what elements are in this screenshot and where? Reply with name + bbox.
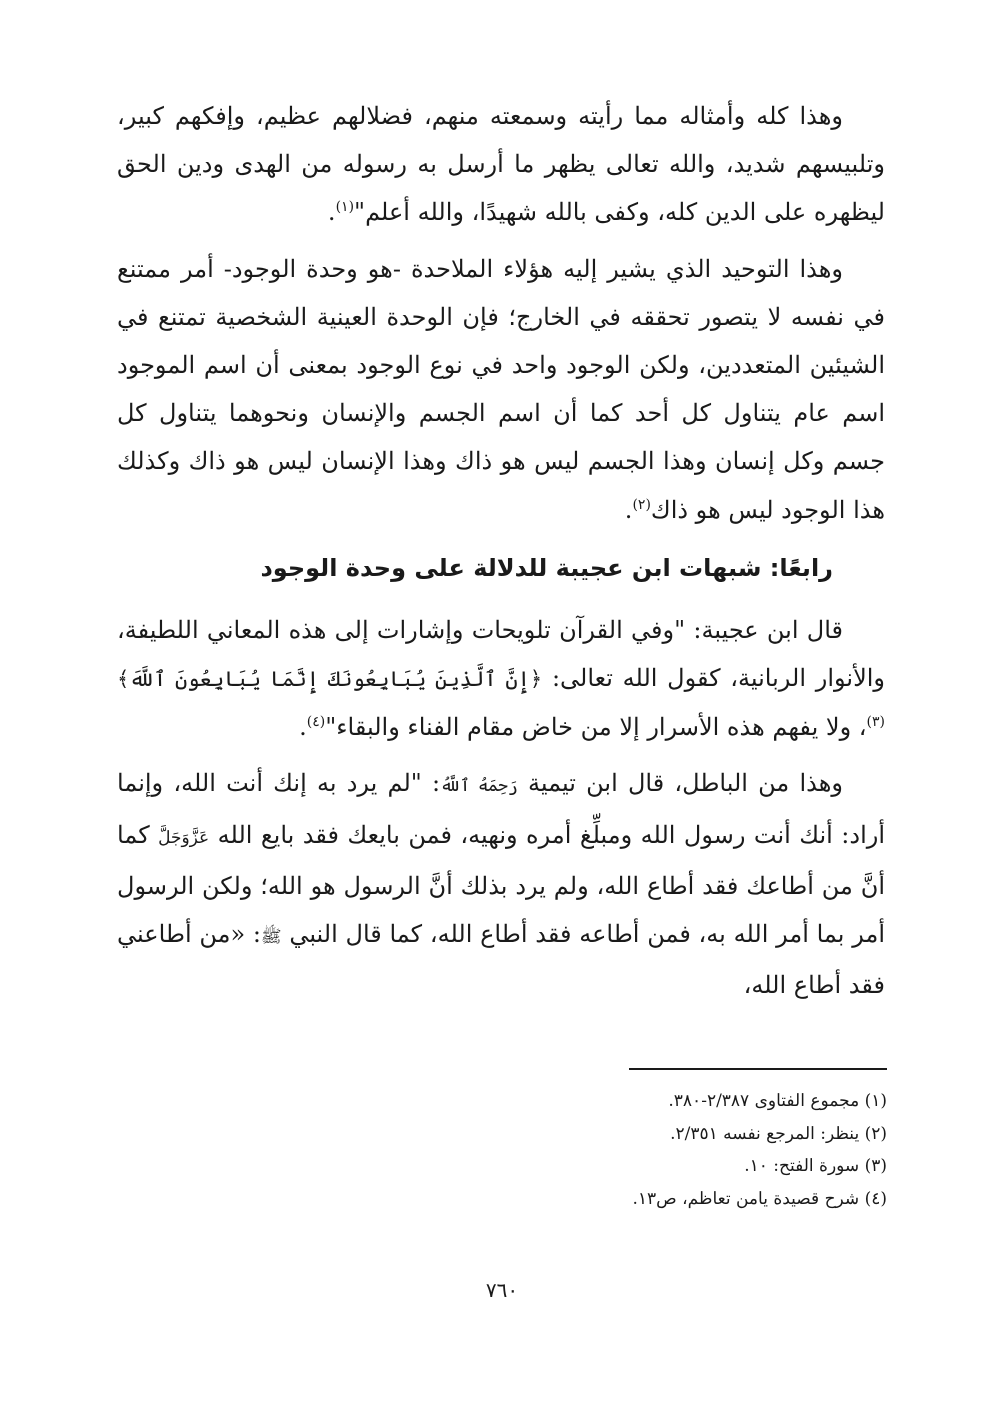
section-heading: رابعًا: شبهات ابن عجيبة للدلالة على وحدة الوجود xyxy=(260,553,833,582)
paragraph-2 xyxy=(117,245,885,534)
footnote-ref-2[interactable]: (٢) xyxy=(632,496,651,513)
main-text xyxy=(117,92,885,1017)
quran-verse: ﴿إِنَّ ٱلَّذِينَ يُبَايِعُونَكَ إِنَّمَا يُبَايِعُونَ ٱللَّهَ﴾ xyxy=(117,667,543,692)
paragraph-1-text: وهذا كله وأمثاله مما رأيته وسمعته منهم، فضلالهم عظيم، وإفكهم كبير، وتلبيسهم شديد، والله تعالى يظهر ما أرسل به رسوله من الهدى ودين الحق ليظهره على الدين كله، وكفى بالله شهيدًا، والله أعلم" xyxy=(117,102,885,227)
paragraph-4-text-c: كما أنَّ من أطاعك فقد أطاع الله، ولم يرد بذلك أنَّ الرسول هو الله؛ ولكن الرسول أمر بما أمر الله به، فمن أطاعه فقد أطاع الله، كما قال النبي xyxy=(117,820,885,949)
honorific-salawat: ﷺ xyxy=(261,927,282,948)
paragraph-2-text: وهذا التوحيد الذي يشير إليه هؤلاء الملاحدة -هو وحدة الوجود- أمر ممتنع في نفسه لا يتصور تحققه في الخارج؛ فإن الوحدة العينية الشخصية تمتنع في الشيئين المتعددين، ولكن الوجود واحد في نوع الوجود بمعنى أن اسم الموجود اسم عام يتناول كل أحد كما أن اسم الجسم والإنسان ونحوهما يتناول كل جسم وكل إنسان وهذا الجسم ليس هو ذاك وهذا الإنسان ليس هو ذاك وكذلك هذا الوجود ليس هو ذاك xyxy=(117,254,885,524)
paragraph-3 xyxy=(117,606,885,752)
paragraph-2-end: . xyxy=(624,495,633,524)
footnote-2: (٢) ينظر: المرجع نفسه ٢/٣٥١. xyxy=(670,1123,887,1144)
footnotes xyxy=(287,1085,887,1215)
footnote-4: (٤) شرح قصيدة يامن تعاظم، ص١٣. xyxy=(632,1188,887,1209)
paragraph-3-text-b: ، ولا يفهم هذه الأسرار إلا من خاض مقام الفناء والبقاء" xyxy=(325,713,867,742)
footnote-3: (٣) سورة الفتح: ١٠. xyxy=(744,1156,887,1176)
paragraph-3-text-a: قال ابن عجيبة: "وفي القرآن تلويحات وإشارات إلى هذه المعاني اللطيفة، والأنوار الربانية، كقول الله تعالى: xyxy=(117,615,886,693)
paragraph-4-text-a: وهذا من الباطل، قال ابن تيمية xyxy=(517,769,843,798)
paragraph-3-end: . xyxy=(299,713,307,742)
page-number: ٧٦٠ xyxy=(485,1278,519,1302)
paragraph-4 xyxy=(117,759,885,1009)
paragraph-1 xyxy=(117,92,885,237)
paragraph-1-end: . xyxy=(327,198,336,227)
honorific-azza-wajal: عَزَّوَجَلَّ xyxy=(158,827,210,848)
footnote-ref-4[interactable]: (٤) xyxy=(306,714,326,731)
honorific-rahimahullah: رَحِمَهُ ٱللَّهُ xyxy=(440,776,518,797)
footnote-1: (١) مجموع الفتاوى ٢/٣٨٧-٣٨٠. xyxy=(668,1091,887,1111)
footnote-ref-1[interactable]: (١) xyxy=(335,199,355,216)
paragraph-4-text-d: : «من أطاعني فقد أطاع الله، xyxy=(117,920,885,1000)
footnote-ref-3[interactable]: (٣) xyxy=(866,714,885,731)
paragraph-4-text-b: : "لم يرد به إنك أنت الله، وإنما أراد: أنك أنت رسول الله ومبلِّغ أمره ونهيه، فمن بايعك فقد بايع الله xyxy=(117,769,885,849)
footnote-divider xyxy=(629,1068,887,1070)
